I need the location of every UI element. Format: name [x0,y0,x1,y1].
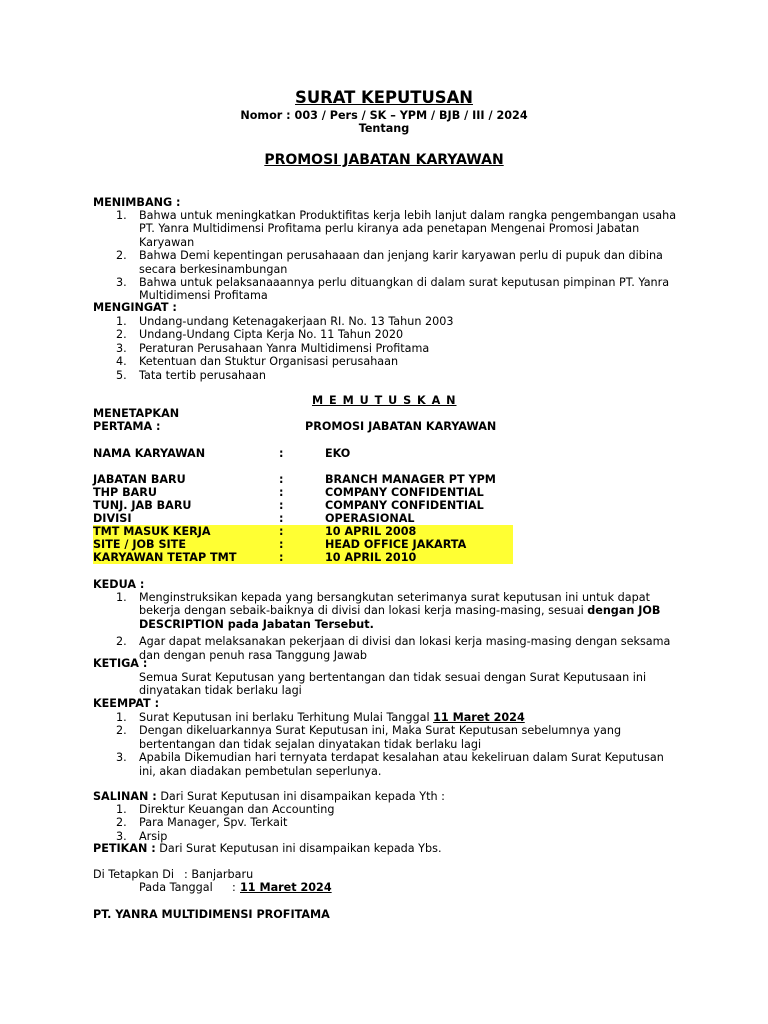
mengingat-heading: MENGINGAT : [93,301,177,314]
list-item: 2. Dengan dikeluarkannya Surat Keputusan ini, Maka Surat Keputusan sebelumnya yang bertentangan dan tidak sejalan dinyatakan tidak berlaku lagi [116,724,622,751]
detail-row-karyawan-tetap: KARYAWAN TETAP TMT : 10 APRIL 2010 [93,551,513,564]
detail-row-thp: THP BARU : COMPANY CONFIDENTIAL [93,486,484,499]
list-item: 2. Agar dapat melaksanakan pekerjaan di divisi dan lokasi kerja masing-masing dengan seksama dan dengan penuh rasa Tanggung Jawab [116,635,671,662]
kedua-heading: KEDUA : [93,578,145,591]
list-item: 2. Bahwa Demi kepentingan perusahaaan dan jenjang karir karyawan perlu di pupuk dan dibina secara berkesinambungan [116,249,663,276]
detail-row-jabatan: JABATAN BARU : BRANCH MANAGER PT YPM [93,473,496,486]
detail-row-nama: NAMA KARYAWAN : EKO [93,447,351,460]
date-value: 11 Maret 2024 [240,881,332,894]
list-item: 3. Apabila Dikemudian hari ternyata terdapat kesalahan atau kekeliruan dalam Surat Keputusan ini, akan diadakan pembetulan seperlunya. [116,751,664,778]
pertama-label: PERTAMA : [93,420,161,433]
date-sep: : [232,881,236,894]
list-item: 2. Undang-Undang Cipta Kerja No. 11 Tahun 2020 [116,328,404,342]
list-item: 1. Surat Keputusan ini berlaku Terhitung Mulai Tanggal 11 Maret 2024 [116,711,525,724]
petikan-line: PETIKAN : Dari Surat Keputusan ini disampaikan kepada Ybs. [93,842,442,855]
menimbang-heading: MENIMBANG : [93,196,181,209]
kedua-list [93,591,683,662]
document-subject: PROMOSI JABATAN KARYAWAN [264,152,504,168]
list-item: 4. Ketentuan dan Stuktur Organisasi perusahaan [116,355,399,369]
salinan-list [93,803,683,843]
document-number: Nomor : 003 / Pers / SK – YPM / BJB / III / 2024 [240,109,528,122]
ketiga-text: Semua Surat Keputusan yang bertentangan dan tidak sesuai dengan Surat Keputusaan ini dinyatakan tidak berlaku lagi [139,671,647,698]
list-item: 2. Para Manager, Spv. Terkait [116,816,288,830]
list-item: 3. Arsip [116,829,168,843]
list-item: 1. Menginstruksikan kepada yang bersangkutan seterimanya surat keputusan ini untuk dapat bekerja dengan sebaik-baiknya di divisi dan lokasi kerja masing-masing, sesuai dengan JOB DESCRIPTION pada Jabatan Tersebut. [116,591,661,631]
ketiga-heading: KETIGA : [93,657,148,670]
detail-row-site: SITE / JOB SITE : HEAD OFFICE JAKARTA [93,538,513,551]
list-item: 5. Tata tertib perusahaan [116,368,266,382]
list-item: 3. Bahwa untuk pelaksanaaannya perlu dituangkan di dalam surat keputusan pimpinan PT. Yanra Multidimensi Profitama [116,276,670,303]
keempat-heading: KEEMPAT : [93,697,160,710]
list-item: 1. Bahwa untuk meningkatkan Produktifitas kerja lebih lanjut dalam rangka pengembangan usaha PT. Yanra Multidimensi Profitama perlu kiranya ada penetapan Mengenai Promosi Jabatan Karyawan [116,209,677,249]
salinan-line: SALINAN : Dari Surat Keputusan ini disampaikan kepada Yth : [93,790,445,803]
memutuskan-heading: M E M U T U S K A N [312,394,457,407]
document-title: SURAT KEPUTUSAN [295,88,473,107]
place-label: Di Tetapkan Di [93,868,174,881]
keempat-list [93,711,683,778]
menimbang-list [93,209,683,303]
mengingat-list [93,315,683,382]
date-label: Pada Tanggal [139,881,213,894]
list-item: 1. Undang-undang Ketenagakerjaan RI. No. 13 Tahun 2003 [116,315,454,328]
pertama-value: PROMOSI JABATAN KARYAWAN [305,420,497,433]
list-item: 1. Direktur Keuangan dan Accounting [116,803,335,816]
list-item: 3. Peraturan Perusahaan Yanra Multidimensi Profitama [116,341,430,355]
detail-row-divisi: DIVISI : OPERASIONAL [93,512,415,525]
detail-row-tunjangan: TUNJ. JAB BARU : COMPANY CONFIDENTIAL [93,499,484,512]
document-about: Tentang [358,122,410,135]
place-value: : Banjarbaru [184,868,254,881]
company-name: PT. YANRA MULTIDIMENSI PROFITAMA [93,908,330,921]
detail-row-tmt-masuk: TMT MASUK KERJA : 10 APRIL 2008 [93,525,513,538]
menetapkan-label: MENETAPKAN [93,407,180,420]
